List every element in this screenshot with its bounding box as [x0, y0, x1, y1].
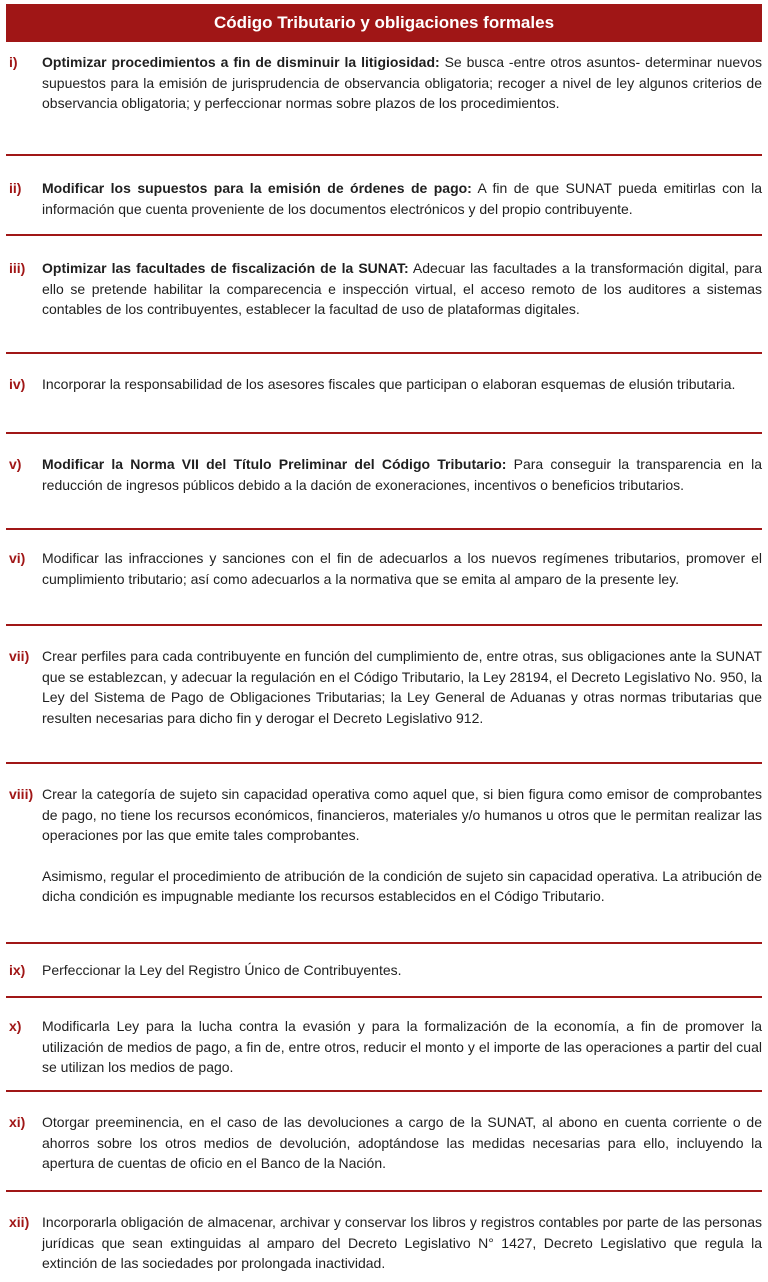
item-text: [42, 454, 762, 495]
item-description: Otorgar preeminencia, en el caso de las devoluciones a cargo de la SUNAT, al abono en cuenta corriente o de ahorros sobre los otros medios de devolución, adoptándose las medidas necesarias para ello, incluyendo la apertura de cuentas de oficio en el Banco de la Nación.: [42, 1114, 762, 1171]
item-text: [42, 548, 762, 589]
item-description: Modificar las infracciones y sanciones con el fin de adecuarlos a los nuevos regímenes tributarios, promover el cumplimiento tributario; así como adecuarlos a la normativa que se emita al amparo de la presente ley.: [42, 550, 762, 587]
item-text: [42, 646, 762, 728]
list-item: [6, 156, 762, 236]
list-item: [6, 1192, 762, 1282]
item-heading: Optimizar procedimientos a fin de disminuir la litigiosidad:: [42, 54, 440, 70]
list-item: [6, 944, 762, 998]
item-description: Para conseguir la transparencia en la reducción de ingresos públicos debido a la dación de exoneraciones, incentivos o beneficios tributarios.: [42, 456, 763, 493]
item-text: [42, 960, 762, 981]
item-number: vii): [9, 648, 30, 664]
item-description: Modificarla Ley para la lucha contra la evasión y para la formalización de la economía, a fin de promover la utilización de medios de pago, a fin de, entre otros, reducir el monto y el importe de las operaciones a partir del cual se utilizan los medios de pago.: [42, 1018, 762, 1075]
item-number: ii): [9, 180, 22, 196]
item-heading: Optimizar las facultades de fiscalización de la SUNAT:: [42, 260, 409, 276]
list-item: [6, 1092, 762, 1192]
list-item: [6, 998, 762, 1092]
item-description: Crear perfiles para cada contribuyente en función del cumplimiento de, entre otras, sus obligaciones ante la SUNAT que se establezcan, y adecuar la regulación en el Código Tributario, la Ley 28194, el Decreto Legislativo No. 950, la Ley del Sistema de Pago de Obligaciones Tributarias; la Ley General de Aduanas y otras normas tributarias que resulten necesarias para dicho fin y derogar el Decreto Legislativo 912.: [42, 648, 762, 726]
item-description: Crear la categoría de sujeto sin capacidad operativa como aquel que, si bien figura como emisor de comprobantes de pago, no tiene los recursos económicos, financieros, materiales y/o humanos u otros que le permitan realizar las operaciones por las que emite tales comprobantes.: [42, 786, 762, 843]
list-item: [6, 530, 762, 626]
item-number: i): [9, 54, 18, 70]
item-text: [42, 52, 762, 114]
item-text: [42, 374, 762, 395]
item-number: viii): [9, 786, 34, 802]
section-title: Código Tributario y obligaciones formales: [213, 13, 555, 32]
item-description: Perfeccionar la Ley del Registro Único de Contribuyentes.: [42, 962, 402, 978]
section-title-bar: [6, 4, 762, 42]
item-heading: Modificar la Norma VII del Título Preliminar del Código Tributario:: [42, 456, 507, 472]
list-item: [6, 236, 762, 354]
item-number: xii): [9, 1214, 30, 1230]
list-item: [6, 434, 762, 530]
list-item: [6, 52, 762, 156]
item-number: ix): [9, 962, 26, 978]
item-number: iv): [9, 376, 26, 392]
item-description: A fin de que SUNAT pueda emitirlas con la información que cuenta proveniente de los documentos electrónicos y del propio contribuyente.: [42, 180, 762, 217]
list-item: [6, 354, 762, 434]
item-number: iii): [9, 260, 26, 276]
list-item: [6, 764, 762, 944]
item-description: Se busca -entre otros asuntos- determinar nuevos supuestos para la emisión de jurisprudencia de observancia obligatoria; recoger a nivel de ley algunos criterios de observancia obligatoria; y perfeccionar normas sobre plazos de los procedimientos.: [42, 54, 763, 111]
item-description: Incorporar la responsabilidad de los asesores fiscales que participan o elaboran esquemas de elusión tributaria.: [42, 376, 736, 392]
item-number: v): [9, 456, 22, 472]
item-text: [42, 258, 762, 320]
item-text: [42, 784, 762, 907]
item-number: vi): [9, 550, 26, 566]
list-item: [6, 626, 762, 764]
item-text: [42, 1212, 762, 1274]
item-text: [42, 178, 762, 219]
item-number: xi): [9, 1114, 26, 1130]
item-description: Incorporarla obligación de almacenar, archivar y conservar los libros y registros contables por parte de las personas jurídicas que sean extinguidas al amparo del Decreto Legislativo N° 1427, Decreto Legislativo que regula la extinción de las sociedades por prolongada inactividad.: [42, 1214, 762, 1271]
item-text: [42, 1016, 762, 1078]
item-number: x): [9, 1018, 22, 1034]
item-description: Adecuar las facultades a la transformación digital, para ello se pretende habilitar la comparecencia e inspección virtual, el acceso remoto de los auditores a sistemas contables de los contribuyentes, establecer la facultad de uso de plataformas digitales.: [42, 260, 762, 317]
item-heading: Modificar los supuestos para la emisión de órdenes de pago:: [42, 180, 472, 196]
item-text: [42, 1112, 762, 1174]
item-description: Asimismo, regular el procedimiento de atribución de la condición de sujeto sin capacidad operativa. La atribución de dicha condición es impugnable mediante los recursos establecidos en el Código Tributario.: [42, 867, 762, 904]
provisions-list: [6, 52, 762, 1282]
